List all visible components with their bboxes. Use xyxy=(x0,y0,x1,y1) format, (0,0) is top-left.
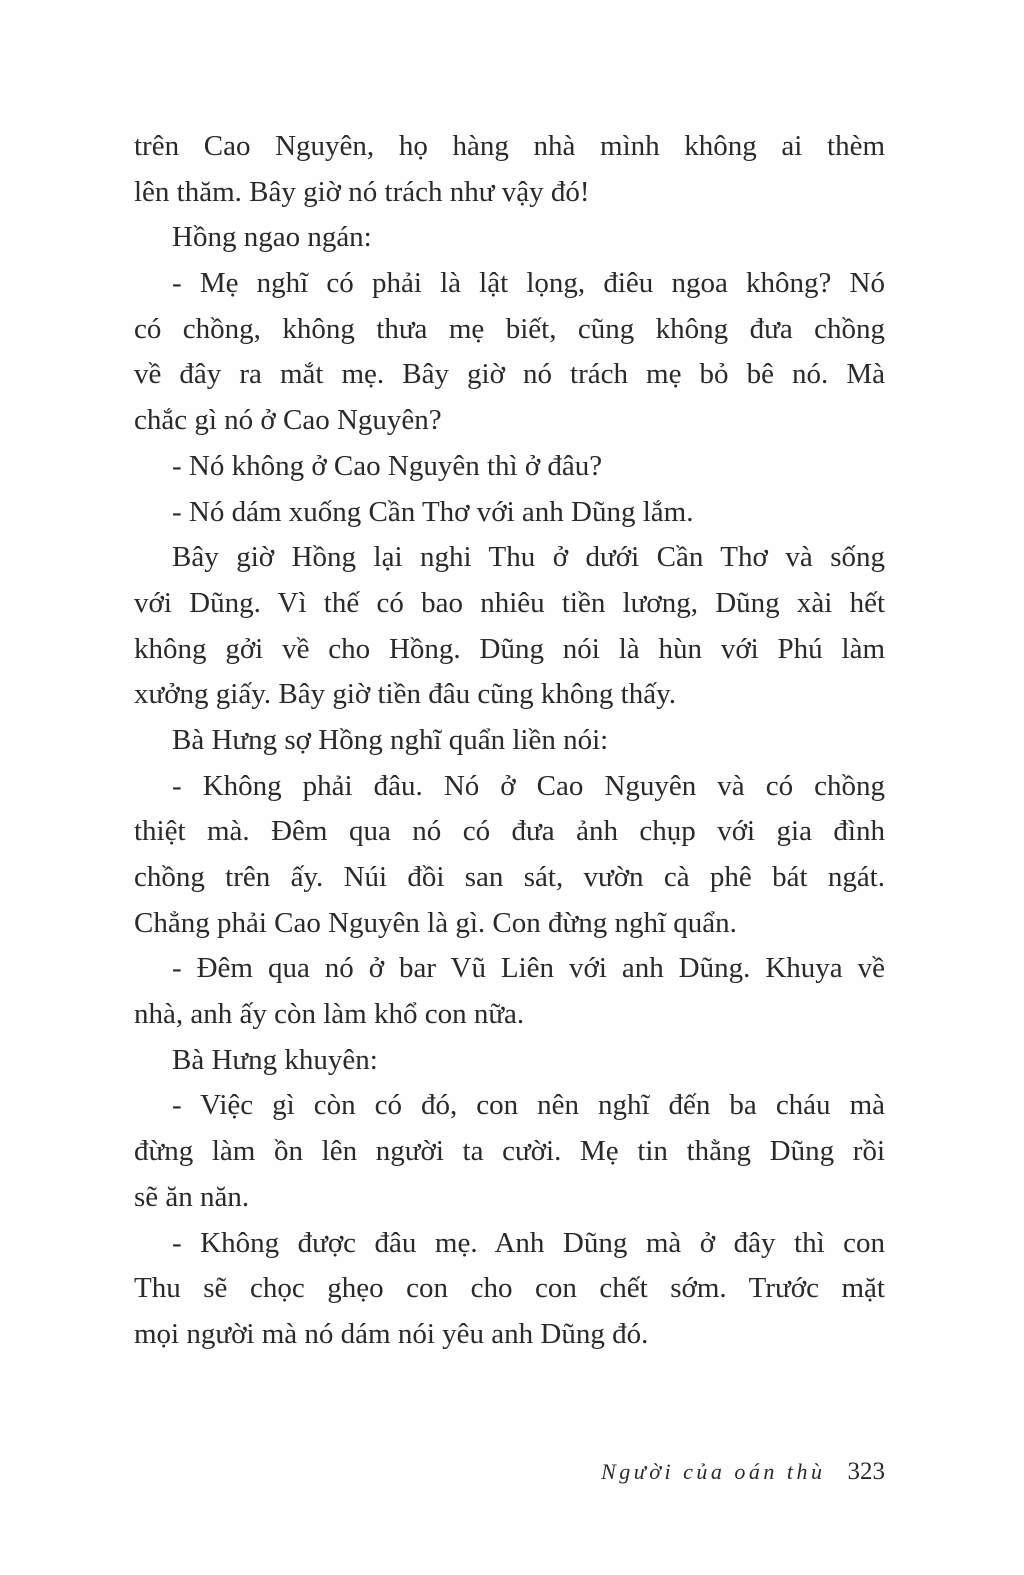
text-line: - Không được đâu mẹ. Anh Dũng mà ở đây thì con xyxy=(172,1226,885,1259)
body-text xyxy=(134,124,885,1358)
text-line: Chẳng phải Cao Nguyên là gì. Con đừng nghĩ quẩn. xyxy=(134,906,737,939)
text-line: - Không phải đâu. Nó ở Cao Nguyên và có chồng xyxy=(172,769,885,802)
text-line: Thu sẽ chọc ghẹo con cho con chết sớm. Trước mặt xyxy=(134,1272,885,1305)
page-number: 323 xyxy=(847,1458,885,1485)
text-line: lên thăm. Bây giờ nó trách như vậy đó! xyxy=(134,175,590,208)
text-line: chồng trên ấy. Núi đồi san sát, vườn cà phê bát ngát. xyxy=(134,861,885,893)
text-line: - Mẹ nghĩ có phải là lật lọng, điêu ngoa không? Nó xyxy=(172,267,885,300)
text-line: chắc gì nó ở Cao Nguyên? xyxy=(134,404,442,437)
text-line: xưởng giấy. Bây giờ tiền đâu cũng không thấy. xyxy=(134,678,676,711)
text-line: trên Cao Nguyên, họ hàng nhà mình không ai thèm xyxy=(134,130,885,162)
text-line: với Dũng. Vì thế có bao nhiêu tiền lương, Dũng xài hết xyxy=(134,586,885,619)
text-line: thiệt mà. Đêm qua nó có đưa ảnh chụp với gia đình xyxy=(134,815,885,848)
text-line: sẽ ăn năn. xyxy=(134,1180,250,1213)
text-line: có chồng, không thưa mẹ biết, cũng không đưa chồng xyxy=(134,312,885,345)
text-line: - Nó dám xuống Cần Thơ với anh Dũng lắm. xyxy=(172,495,694,528)
text-line: Bà Hưng sợ Hồng nghĩ quẩn liền nói: xyxy=(172,723,609,756)
text-line: Hồng ngao ngán: xyxy=(172,221,372,254)
page-footer xyxy=(601,1458,885,1486)
running-title: Người của oán thù xyxy=(601,1459,826,1484)
text-line: mọi người mà nó dám nói yêu anh Dũng đó. xyxy=(134,1317,649,1350)
text-line: - Việc gì còn có đó, con nên nghĩ đến ba cháu mà xyxy=(172,1089,885,1122)
text-line: Bây giờ Hồng lại nghi Thu ở dưới Cần Thơ và sống xyxy=(172,541,885,574)
text-line: Bà Hưng khuyên: xyxy=(172,1043,378,1076)
text-line: không gởi về cho Hồng. Dũng nói là hùn với Phú làm xyxy=(134,632,885,665)
text-line: nhà, anh ấy còn làm khổ con nữa. xyxy=(134,998,525,1031)
text-line: về đây ra mắt mẹ. Bây giờ nó trách mẹ bỏ bê nó. Mà xyxy=(134,358,885,391)
text-line: - Đêm qua nó ở bar Vũ Liên với anh Dũng. Khuya về xyxy=(172,952,885,985)
text-line: - Nó không ở Cao Nguyên thì ở đâu? xyxy=(172,449,603,482)
text-line: đừng làm ồn lên người ta cười. Mẹ tin thằng Dũng rồi xyxy=(134,1135,885,1168)
